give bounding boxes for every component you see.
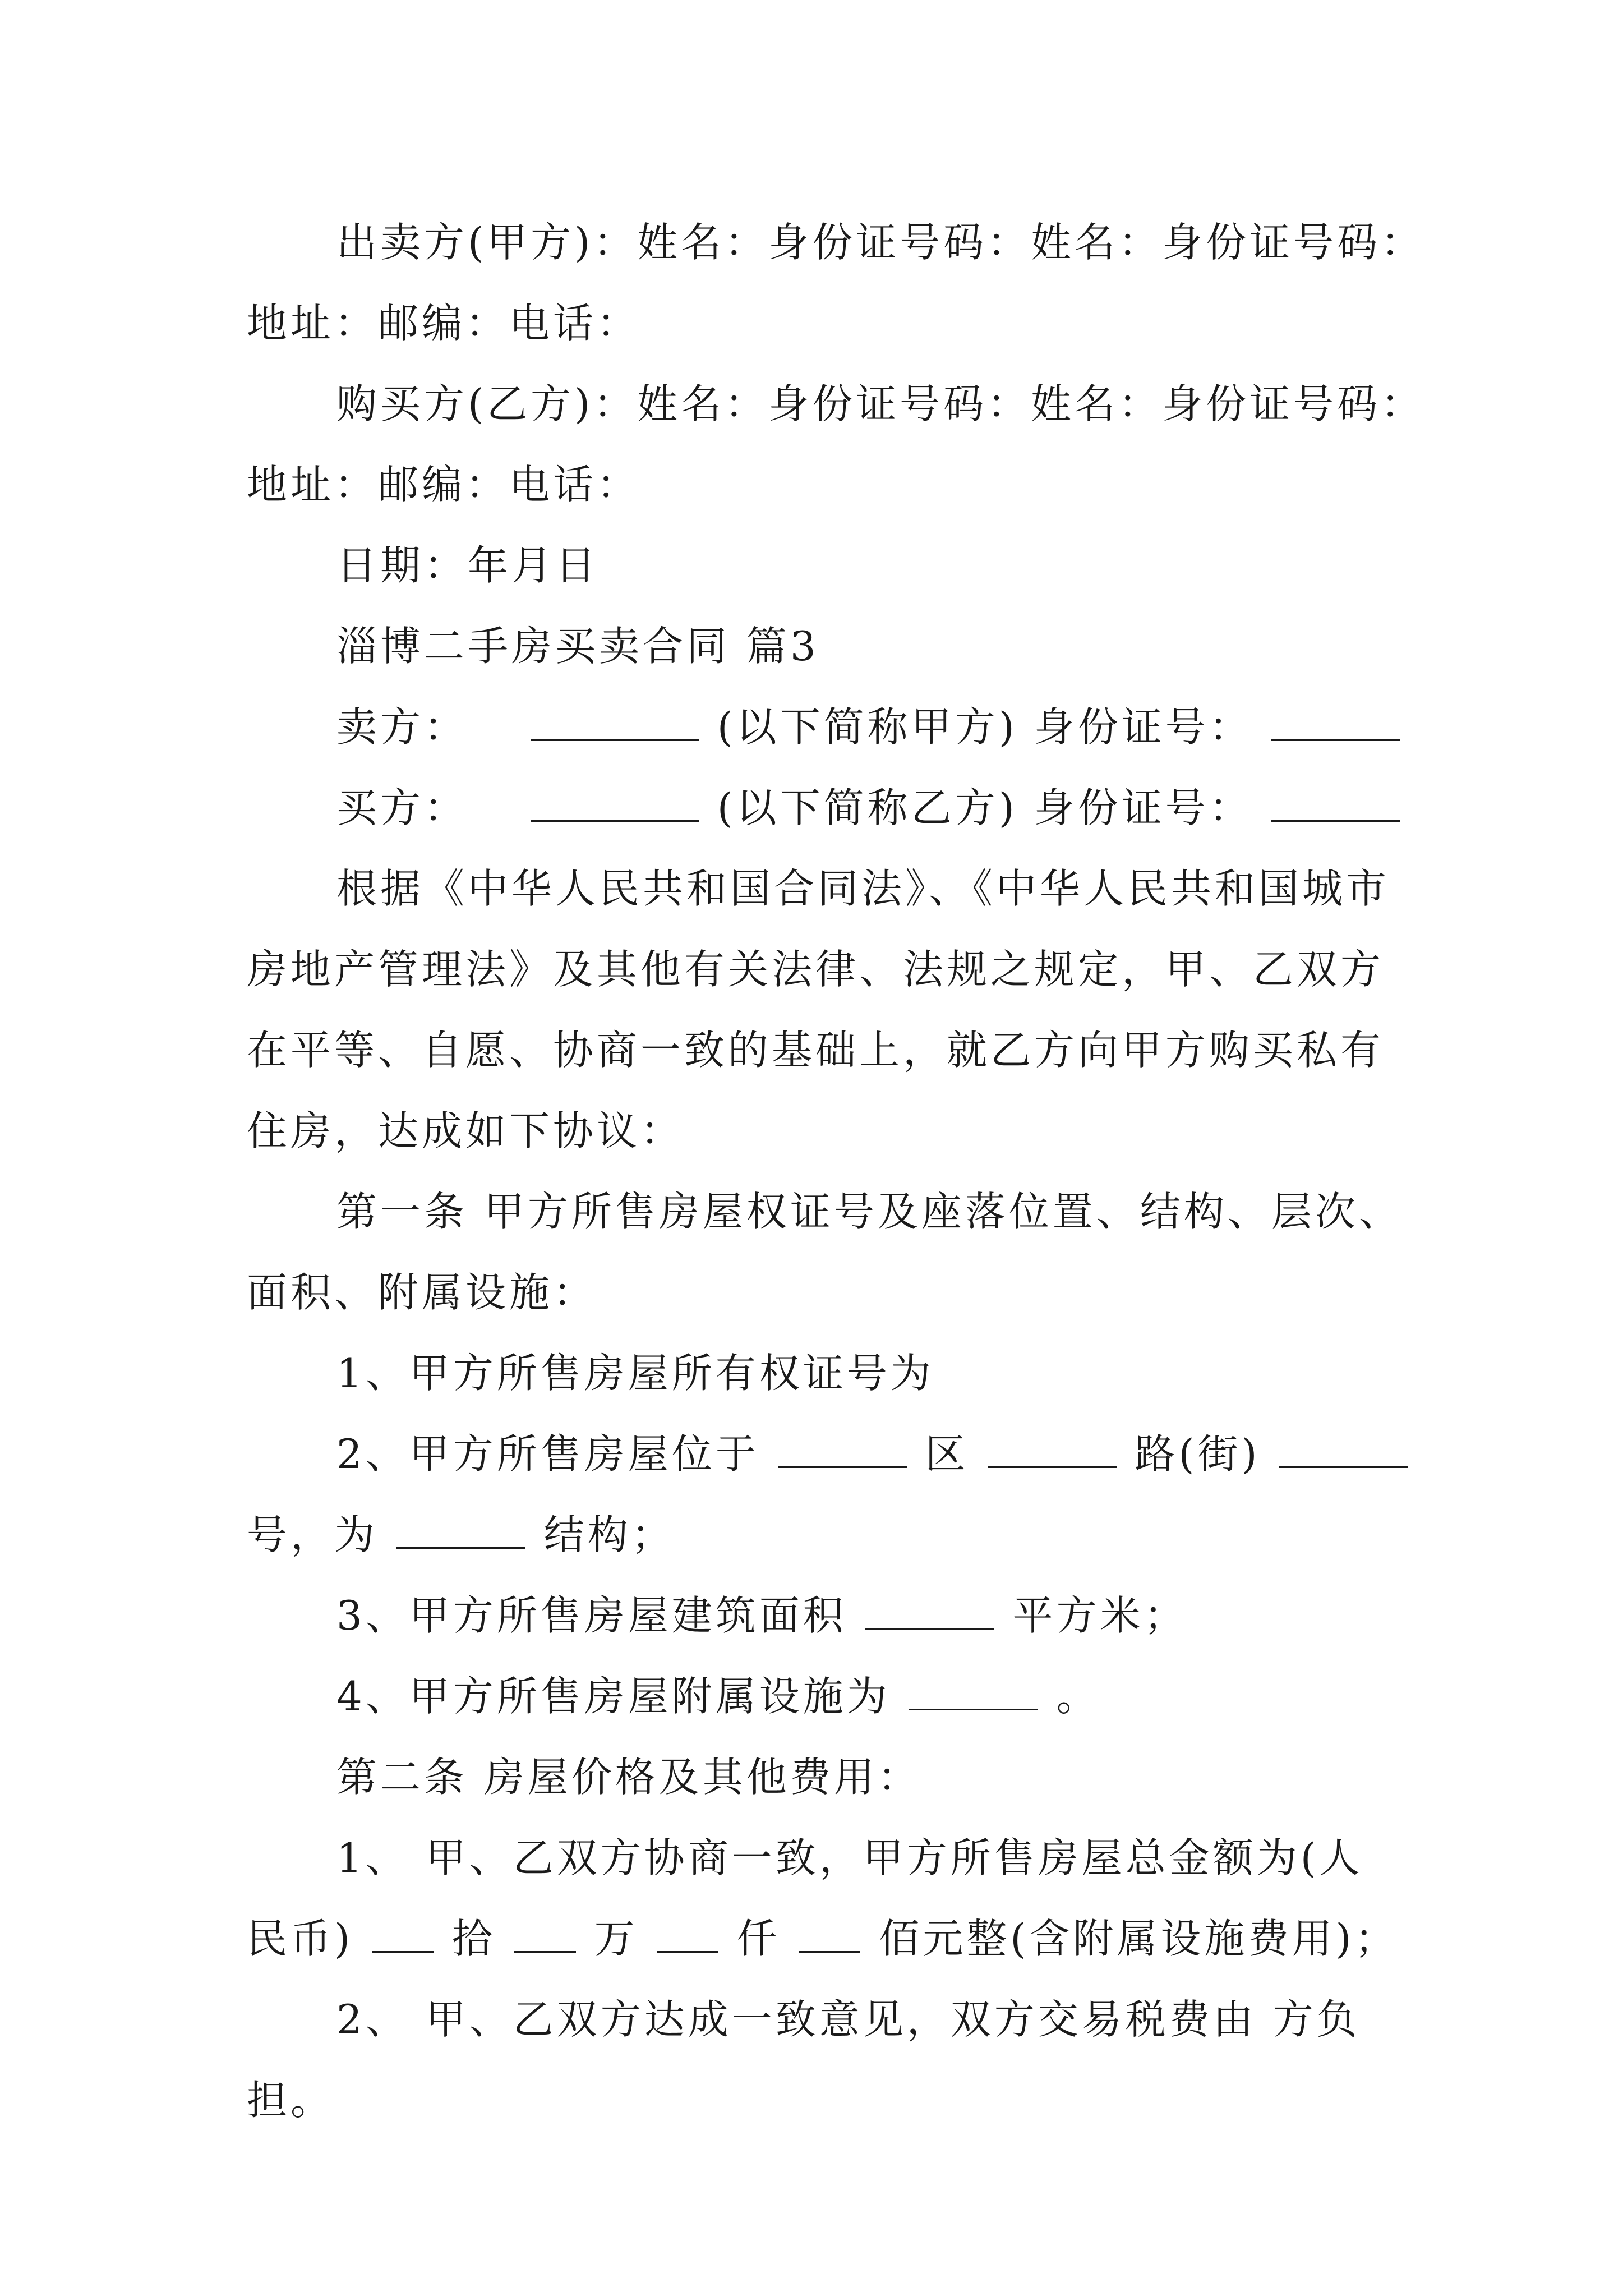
clause-text: 担。 <box>247 2077 335 2124</box>
district-label: 区 <box>925 1430 969 1478</box>
seller-address-text: 地址：邮编：电话： <box>247 300 641 347</box>
buyer-label: 买方： <box>336 784 468 831</box>
buyer-name-blank <box>531 785 699 822</box>
clause-2-1-continued <box>247 1898 1424 1979</box>
buyer-address-line <box>247 444 1424 525</box>
article-two-heading <box>247 1737 1424 1818</box>
article-one-text: 第一条 甲方所售房屋权证号及座落位置、结构、层次、 <box>336 1188 1403 1235</box>
road-label: 路(街) <box>1135 1430 1261 1478</box>
clause-text: 号，为 <box>247 1511 379 1558</box>
seller-label: 卖方： <box>336 703 468 751</box>
clause-text: 2、甲方所售房屋位于 <box>336 1430 759 1478</box>
article-one-text: 面积、附属设施： <box>247 1269 597 1316</box>
article-two-text: 第二条 房屋价格及其他费用： <box>336 1754 921 1801</box>
clause-text: 3、甲方所售房屋建筑面积 <box>336 1592 847 1639</box>
seller-party-text: 出卖方(甲方)：姓名：身份证号码：姓名：身份证号码： <box>336 219 1425 266</box>
buyer-line <box>247 767 1424 848</box>
seller-name-blank <box>531 705 699 741</box>
road-blank <box>988 1432 1117 1468</box>
clause-2-2 <box>247 1979 1424 2060</box>
paragraph-text: 住房，达成如下协议： <box>247 1107 685 1154</box>
amount-blank <box>799 1916 860 1953</box>
document-page <box>247 202 1424 2141</box>
buyer-address-text: 地址：邮编：电话： <box>247 461 641 508</box>
seller-address-line <box>247 283 1424 364</box>
seller-line <box>247 687 1424 767</box>
facilities-blank <box>909 1674 1038 1710</box>
amount-blank <box>514 1916 576 1953</box>
clause-1-2 <box>247 1414 1424 1494</box>
buyer-id-blank <box>1271 785 1400 822</box>
unit-label: 万 <box>594 1915 638 1962</box>
clause-text: 1、甲方所售房屋所有权证号为 <box>336 1350 934 1397</box>
section-title-text: 淄博二手房买卖合同 篇3 <box>336 623 819 670</box>
seller-id-label: (以下简称甲方) 身份证号： <box>717 703 1253 751</box>
date-line <box>247 525 1424 606</box>
unit-label: 佰元整(含附属设施费用)； <box>879 1915 1399 1962</box>
clause-text: 2、 甲、乙双方达成一致意见，双方交易税费由 方负 <box>336 1996 1361 2043</box>
buyer-party-text: 购买方(乙方)：姓名：身份证号码：姓名：身份证号码： <box>336 380 1425 427</box>
paragraph-line <box>247 929 1424 1010</box>
structure-label: 结构； <box>543 1511 675 1558</box>
seller-party-line <box>247 202 1424 283</box>
clause-1-4 <box>247 1656 1424 1737</box>
structure-blank <box>396 1512 525 1549</box>
seller-id-blank <box>1271 705 1400 741</box>
unit-label: 拾 <box>451 1915 496 1962</box>
clause-1-1 <box>247 1333 1424 1414</box>
clause-text: 民币) <box>247 1915 354 1962</box>
paragraph-line <box>247 1091 1424 1171</box>
district-blank <box>778 1432 907 1468</box>
paragraph-line <box>247 848 1424 929</box>
clause-1-2-continued <box>247 1494 1424 1575</box>
paragraph-line <box>247 1010 1424 1091</box>
section-title <box>247 606 1424 687</box>
number-blank <box>1279 1432 1408 1468</box>
clause-2-2-continued <box>247 2060 1424 2141</box>
clause-2-1 <box>247 1818 1424 1898</box>
unit-label: 仟 <box>736 1915 781 1962</box>
clause-text: 1、 甲、乙双方协商一致，甲方所售房屋总金额为(人 <box>336 1834 1363 1881</box>
period: 。 <box>1056 1673 1100 1720</box>
clause-text: 4、甲方所售房屋附属设施为 <box>336 1673 891 1720</box>
buyer-id-label: (以下简称乙方) 身份证号： <box>717 784 1253 831</box>
paragraph-text: 在平等、自愿、协商一致的基础上，就乙方向甲方购买私有 <box>247 1027 1385 1074</box>
area-unit: 平方米； <box>1012 1592 1188 1639</box>
paragraph-text: 房地产管理法》及其他有关法律、法规之规定，甲、乙双方 <box>247 946 1385 993</box>
article-one-continued <box>247 1252 1424 1333</box>
buyer-party-line <box>247 364 1424 444</box>
amount-blank <box>372 1916 434 1953</box>
area-blank <box>865 1593 994 1630</box>
paragraph-text: 根据《中华人民共和国合同法》、《中华人民共和国城市 <box>336 865 1390 912</box>
amount-blank <box>657 1916 718 1953</box>
clause-1-3 <box>247 1575 1424 1656</box>
date-text: 日期：年月日 <box>336 542 600 589</box>
article-one-heading <box>247 1171 1424 1252</box>
